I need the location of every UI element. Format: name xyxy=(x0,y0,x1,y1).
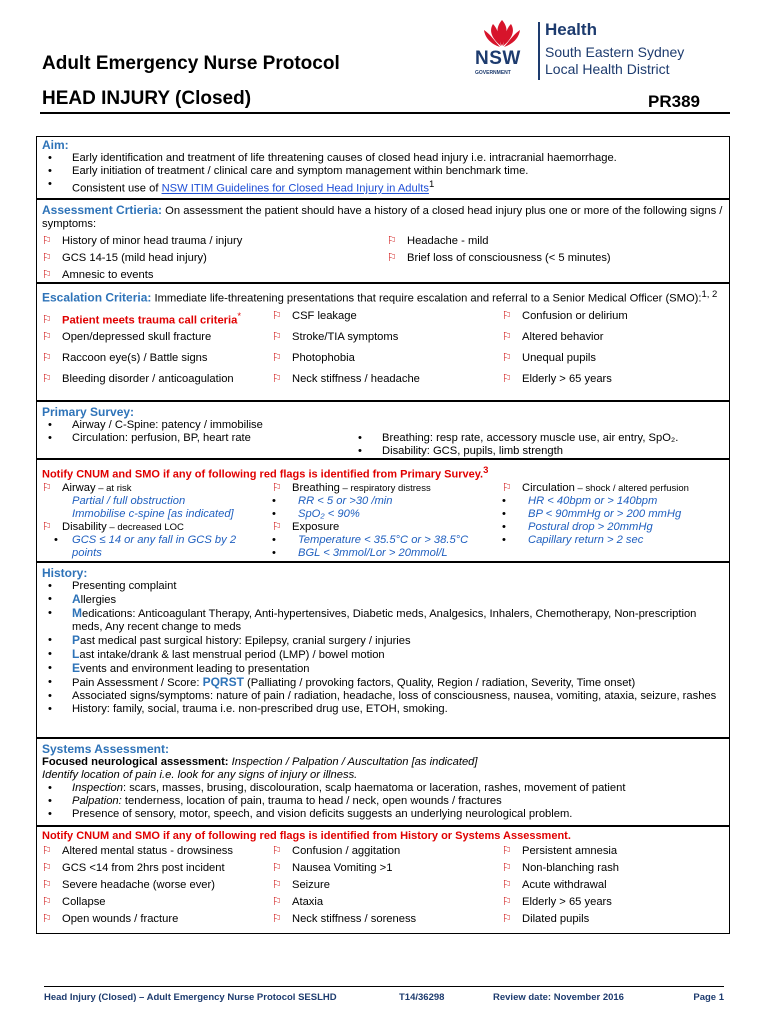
list-item: ⚐ Ataxia xyxy=(272,894,502,911)
aim-section xyxy=(36,136,730,199)
list-item: ⚐ Elderly > 65 years xyxy=(502,369,724,390)
list-item: ⚐ Non-blanching rash xyxy=(502,860,724,877)
list-item: ⚐ Seizure xyxy=(272,877,502,894)
flag-icon: ⚐ xyxy=(502,879,512,891)
itim-guidelines-link[interactable]: NSW ITIM Guidelines for Closed Head Injury in Adults xyxy=(161,182,429,195)
list-item: ⚐ History of minor head trauma / injury xyxy=(42,233,387,250)
bullet-icon: • xyxy=(272,494,276,507)
list-item: ⚐ CSF leakage xyxy=(272,306,502,327)
list-item: ⚐ Nausea Vomiting >1 xyxy=(272,860,502,877)
list-item: ⚐ Raccoon eye(s) / Battle signs xyxy=(42,348,272,369)
flag-icon: ⚐ xyxy=(42,314,52,327)
logo-divider xyxy=(538,22,540,80)
flag-icon: ⚐ xyxy=(42,879,52,891)
list-item: ⚐ Open wounds / fracture xyxy=(42,911,272,928)
list-item: ⚐ Severe headache (worse ever) xyxy=(42,877,272,894)
list-item: • BP < 90mmHg or > 200 mmHg xyxy=(502,507,682,520)
list-item: ⚐ Confusion or delirium xyxy=(502,306,724,327)
assessment-section xyxy=(36,199,730,283)
aim-title: Aim: xyxy=(42,138,69,152)
list-item: ⚐ Stroke/TIA symptoms xyxy=(272,327,502,348)
list-item: • Capillary return > 2 sec xyxy=(502,533,644,546)
list-item: points xyxy=(72,546,102,559)
focused-assessment: Focused neurological assessment: Inspection / Palpation / Auscultation [as indicated] xyxy=(42,756,478,768)
list-item: • Breathing: resp rate, accessory muscle use, air entry, SpO₂. xyxy=(352,432,724,445)
list-item: Immobilise c-spine [as indicated] xyxy=(72,507,234,520)
list-item: ⚐ Breathing – respiratory distress xyxy=(272,481,431,494)
list-item: ⚐ Circulation – shock / altered perfusion xyxy=(502,481,689,494)
protocol-subtitle: HEAD INJURY (Closed) xyxy=(42,88,252,109)
list-item: • Postural drop > 20mmHg xyxy=(502,520,653,533)
assessment-title: Assessment Crtieria: xyxy=(42,203,163,217)
list-item: • Past medical past surgical history: Epilepsy, cranial surgery / injuries xyxy=(42,634,724,648)
primary-red-flags-section xyxy=(36,459,730,562)
list-item: ⚐ GCS <14 from 2hrs post incident xyxy=(42,860,272,877)
flag-icon: ⚐ xyxy=(272,913,282,925)
footnote-ref: 1 xyxy=(428,179,435,190)
flag-icon: ⚐ xyxy=(502,845,512,857)
nsw-health-logo xyxy=(473,18,713,84)
escalation-title: Escalation Criteria: xyxy=(42,290,152,305)
list-item: ⚐ Airway – at risk xyxy=(42,481,132,494)
escalation-text: Immediate life-threatening presentations that require escalation and referral to a Senior Medical Officer (SMO): xyxy=(151,292,702,305)
list-item: ⚐ GCS 14-15 (mild head injury) xyxy=(42,250,387,267)
flag-icon: ⚐ xyxy=(42,520,52,533)
history-red-flags-section xyxy=(36,826,730,934)
list-item: ⚐ Open/depressed skull fracture xyxy=(42,327,272,348)
escalation-section xyxy=(36,283,730,401)
escalation-intro xyxy=(42,288,724,306)
flag-icon: ⚐ xyxy=(502,896,512,908)
list-item: ⚐ Photophobia xyxy=(272,348,502,369)
list-item: ⚐ Exposure xyxy=(272,520,340,533)
flag-icon: ⚐ xyxy=(387,235,397,247)
list-item: ⚐ Unequal pupils xyxy=(502,348,724,369)
flag-icon: ⚐ xyxy=(502,481,512,494)
history-section xyxy=(36,562,730,738)
list-item: • Disability: GCS, pupils, limb strength xyxy=(352,445,724,458)
bullet-icon: • xyxy=(272,507,276,520)
list-item: • Pain Assessment / Score: PQRST (Palliating / provoking factors, Quality, Region / radiation, Severity, Time onset) xyxy=(42,676,724,690)
bullet-icon: • xyxy=(272,546,276,559)
flag-icon: ⚐ xyxy=(502,351,512,364)
list-item: ⚐ Amnesic to events xyxy=(42,267,387,284)
flag-icon: ⚐ xyxy=(42,235,52,247)
list-item: • Events and environment leading to presentation xyxy=(42,662,724,676)
list-item: • SpO₂ < 90% xyxy=(272,507,360,520)
flag-icon: ⚐ xyxy=(272,309,282,322)
flag-icon: ⚐ xyxy=(42,269,52,281)
list-item: ⚐ Neck stiffness / headache xyxy=(272,369,502,390)
bullet-icon: • xyxy=(502,533,506,546)
list-item: • HR < 40bpm or > 140bpm xyxy=(502,494,658,507)
footnote-ref: 1, 2 xyxy=(701,289,718,300)
assessment-intro xyxy=(42,204,724,231)
list-item: • Allergies xyxy=(42,593,724,607)
list-item: • Circulation: perfusion, BP, heart rate xyxy=(42,432,352,445)
bullet-icon: • xyxy=(502,520,506,533)
red-flags-title: Notify CNUM and SMO if any of following red flags is identified from Primary Survey.$^3$ xyxy=(42,465,489,481)
flag-icon: ⚐ xyxy=(272,351,282,364)
flag-icon: ⚐ xyxy=(272,520,282,533)
flag-icon: ⚐ xyxy=(42,862,52,874)
list-item: ⚐ Brief loss of consciousness (< 5 minutes) xyxy=(387,250,724,267)
list-item: ⚐ Bleeding disorder / anticoagulation xyxy=(42,369,272,390)
systems-assessment-section xyxy=(36,738,730,826)
list-item: • History: family, social, trauma i.e. non-prescribed drug use, ETOH, smoking. xyxy=(42,703,724,716)
footer-divider xyxy=(44,986,724,987)
list-item: ⚐ Neck stiffness / soreness xyxy=(272,911,502,928)
flag-icon: ⚐ xyxy=(272,845,282,857)
list-item: • Early identification and treatment of life threatening causes of closed head injury i.e. intracranial haemorrhage. xyxy=(42,152,724,165)
primary-survey-section xyxy=(36,401,730,459)
list-item: • Associated signs/symptoms: nature of pain / radiation, headache, loss of consciousness, nausea, vomiting, ataxia, seizure, rashes xyxy=(42,690,724,703)
list-item: ⚐ Patient meets trauma call criteria* xyxy=(42,306,272,327)
list-item: ⚐ Elderly > 65 years xyxy=(502,894,724,911)
flag-icon: ⚐ xyxy=(42,252,52,264)
flag-icon: ⚐ xyxy=(272,896,282,908)
logo-nsw-text: NSW xyxy=(475,48,521,69)
consistent-prefix: Consistent use of xyxy=(72,182,162,195)
list-item: ⚐ Acute withdrawal xyxy=(502,877,724,894)
list-item: • BGL < 3mmol/Lor > 20mmol/L xyxy=(272,546,448,559)
flag-icon: ⚐ xyxy=(42,330,52,343)
logo-district-line-2: Local Health District xyxy=(545,61,670,77)
flag-icon: ⚐ xyxy=(502,330,512,343)
list-item: • RR < 5 or >30 /min xyxy=(272,494,393,507)
flag-icon: ⚐ xyxy=(502,862,512,874)
list-item: • Medications: Anticoagulant Therapy, Anti-hypertensives, Diabetic meds, Analgesics, Inhalers, Chemotherapy, Non-prescription meds, Any recent change to meds xyxy=(42,607,724,634)
list-item: • Airway / C-Spine: patency / immobilise xyxy=(42,419,352,432)
flag-icon: ⚐ xyxy=(272,372,282,385)
logo-government-text: GOVERNMENT xyxy=(475,70,511,76)
list-item: ⚐ Dilated pupils xyxy=(502,911,724,928)
flag-icon: ⚐ xyxy=(272,481,282,494)
flag-icon: ⚐ xyxy=(387,252,397,264)
list-item: ⚐ Disability – decreased LOC xyxy=(42,520,184,533)
history-title: History: xyxy=(42,566,88,580)
flag-icon: ⚐ xyxy=(272,330,282,343)
list-item: Partial / full obstruction xyxy=(72,494,186,507)
flag-icon: ⚐ xyxy=(502,309,512,322)
flag-icon: ⚐ xyxy=(42,896,52,908)
bullet-icon: • xyxy=(502,507,506,520)
protocol-code: PR389 xyxy=(648,92,700,111)
footer-page-number: Page 1 xyxy=(693,992,724,1003)
list-item: • Early initiation of treatment / clinical care and symptom management within benchmark time. xyxy=(42,165,724,178)
header-divider xyxy=(40,112,730,114)
list-item: • Last intake/drank & last menstrual period (LMP) / bowel motion xyxy=(42,648,724,662)
bullet-icon: • xyxy=(54,533,58,546)
list-item xyxy=(42,178,724,196)
list-item: ⚐ Headache - mild xyxy=(387,233,724,250)
red-flags-title: Notify CNUM and SMO if any of following red flags is identified from History or Systems Assessment. xyxy=(42,830,571,842)
flag-icon: ⚐ xyxy=(42,845,52,857)
list-item: ⚐ Persistent amnesia xyxy=(502,843,724,860)
list-item: • Presenting complaint xyxy=(42,580,724,593)
footer-title: Head Injury (Closed) – Adult Emergency Nurse Protocol SESLHD xyxy=(44,992,337,1003)
list-item: • Presence of sensory, motor, speech, and vision deficits suggests an underlying neurological problem. xyxy=(42,808,724,821)
flag-icon: ⚐ xyxy=(272,879,282,891)
bullet-icon: • xyxy=(502,494,506,507)
primary-survey-title: Primary Survey: xyxy=(42,405,135,419)
list-item: ⚐ Collapse xyxy=(42,894,272,911)
list-item: • Inspection: scars, masses, brusing, discolouration, scalp haematoma or laceration, rashes, movement of patient xyxy=(42,782,724,795)
flag-icon: ⚐ xyxy=(42,372,52,385)
bullet-icon: • xyxy=(272,533,276,546)
flag-icon: ⚐ xyxy=(42,481,52,494)
footer-doc-number: T14/36298 xyxy=(399,992,445,1003)
logo-district-line-1: South Eastern Sydney xyxy=(545,44,685,60)
page-title: Adult Emergency Nurse Protocol xyxy=(42,53,340,74)
list-item: ⚐ Altered mental status - drowsiness xyxy=(42,843,272,860)
footer-review-date: Review date: November 2016 xyxy=(493,992,624,1003)
flag-icon: ⚐ xyxy=(42,351,52,364)
systems-title: Systems Assessment: xyxy=(42,742,169,756)
assessment-text: On assessment the patient should have a history of a closed head injury plus one or more of the following signs / symptoms: xyxy=(42,205,723,230)
logo-health-text: Health xyxy=(545,20,597,39)
flag-icon: ⚐ xyxy=(502,372,512,385)
waratah-icon xyxy=(481,18,523,48)
flag-icon: ⚐ xyxy=(272,862,282,874)
flag-icon: ⚐ xyxy=(42,913,52,925)
list-item: • Temperature < 35.5°C or > 38.5°C xyxy=(272,533,469,546)
flag-icon: ⚐ xyxy=(502,913,512,925)
list-item: • Palpation: tenderness, location of pain, trauma to head / neck, open wounds / fractures xyxy=(42,795,724,808)
list-item: • GCS ≤ 14 or any fall in GCS by 2 xyxy=(54,533,237,546)
identify-text: Identify location of pain i.e. look for any signs of injury or illness. xyxy=(42,769,358,781)
list-item: ⚐ Confusion / aggitation xyxy=(272,843,502,860)
list-item: ⚐ Altered behavior xyxy=(502,327,724,348)
